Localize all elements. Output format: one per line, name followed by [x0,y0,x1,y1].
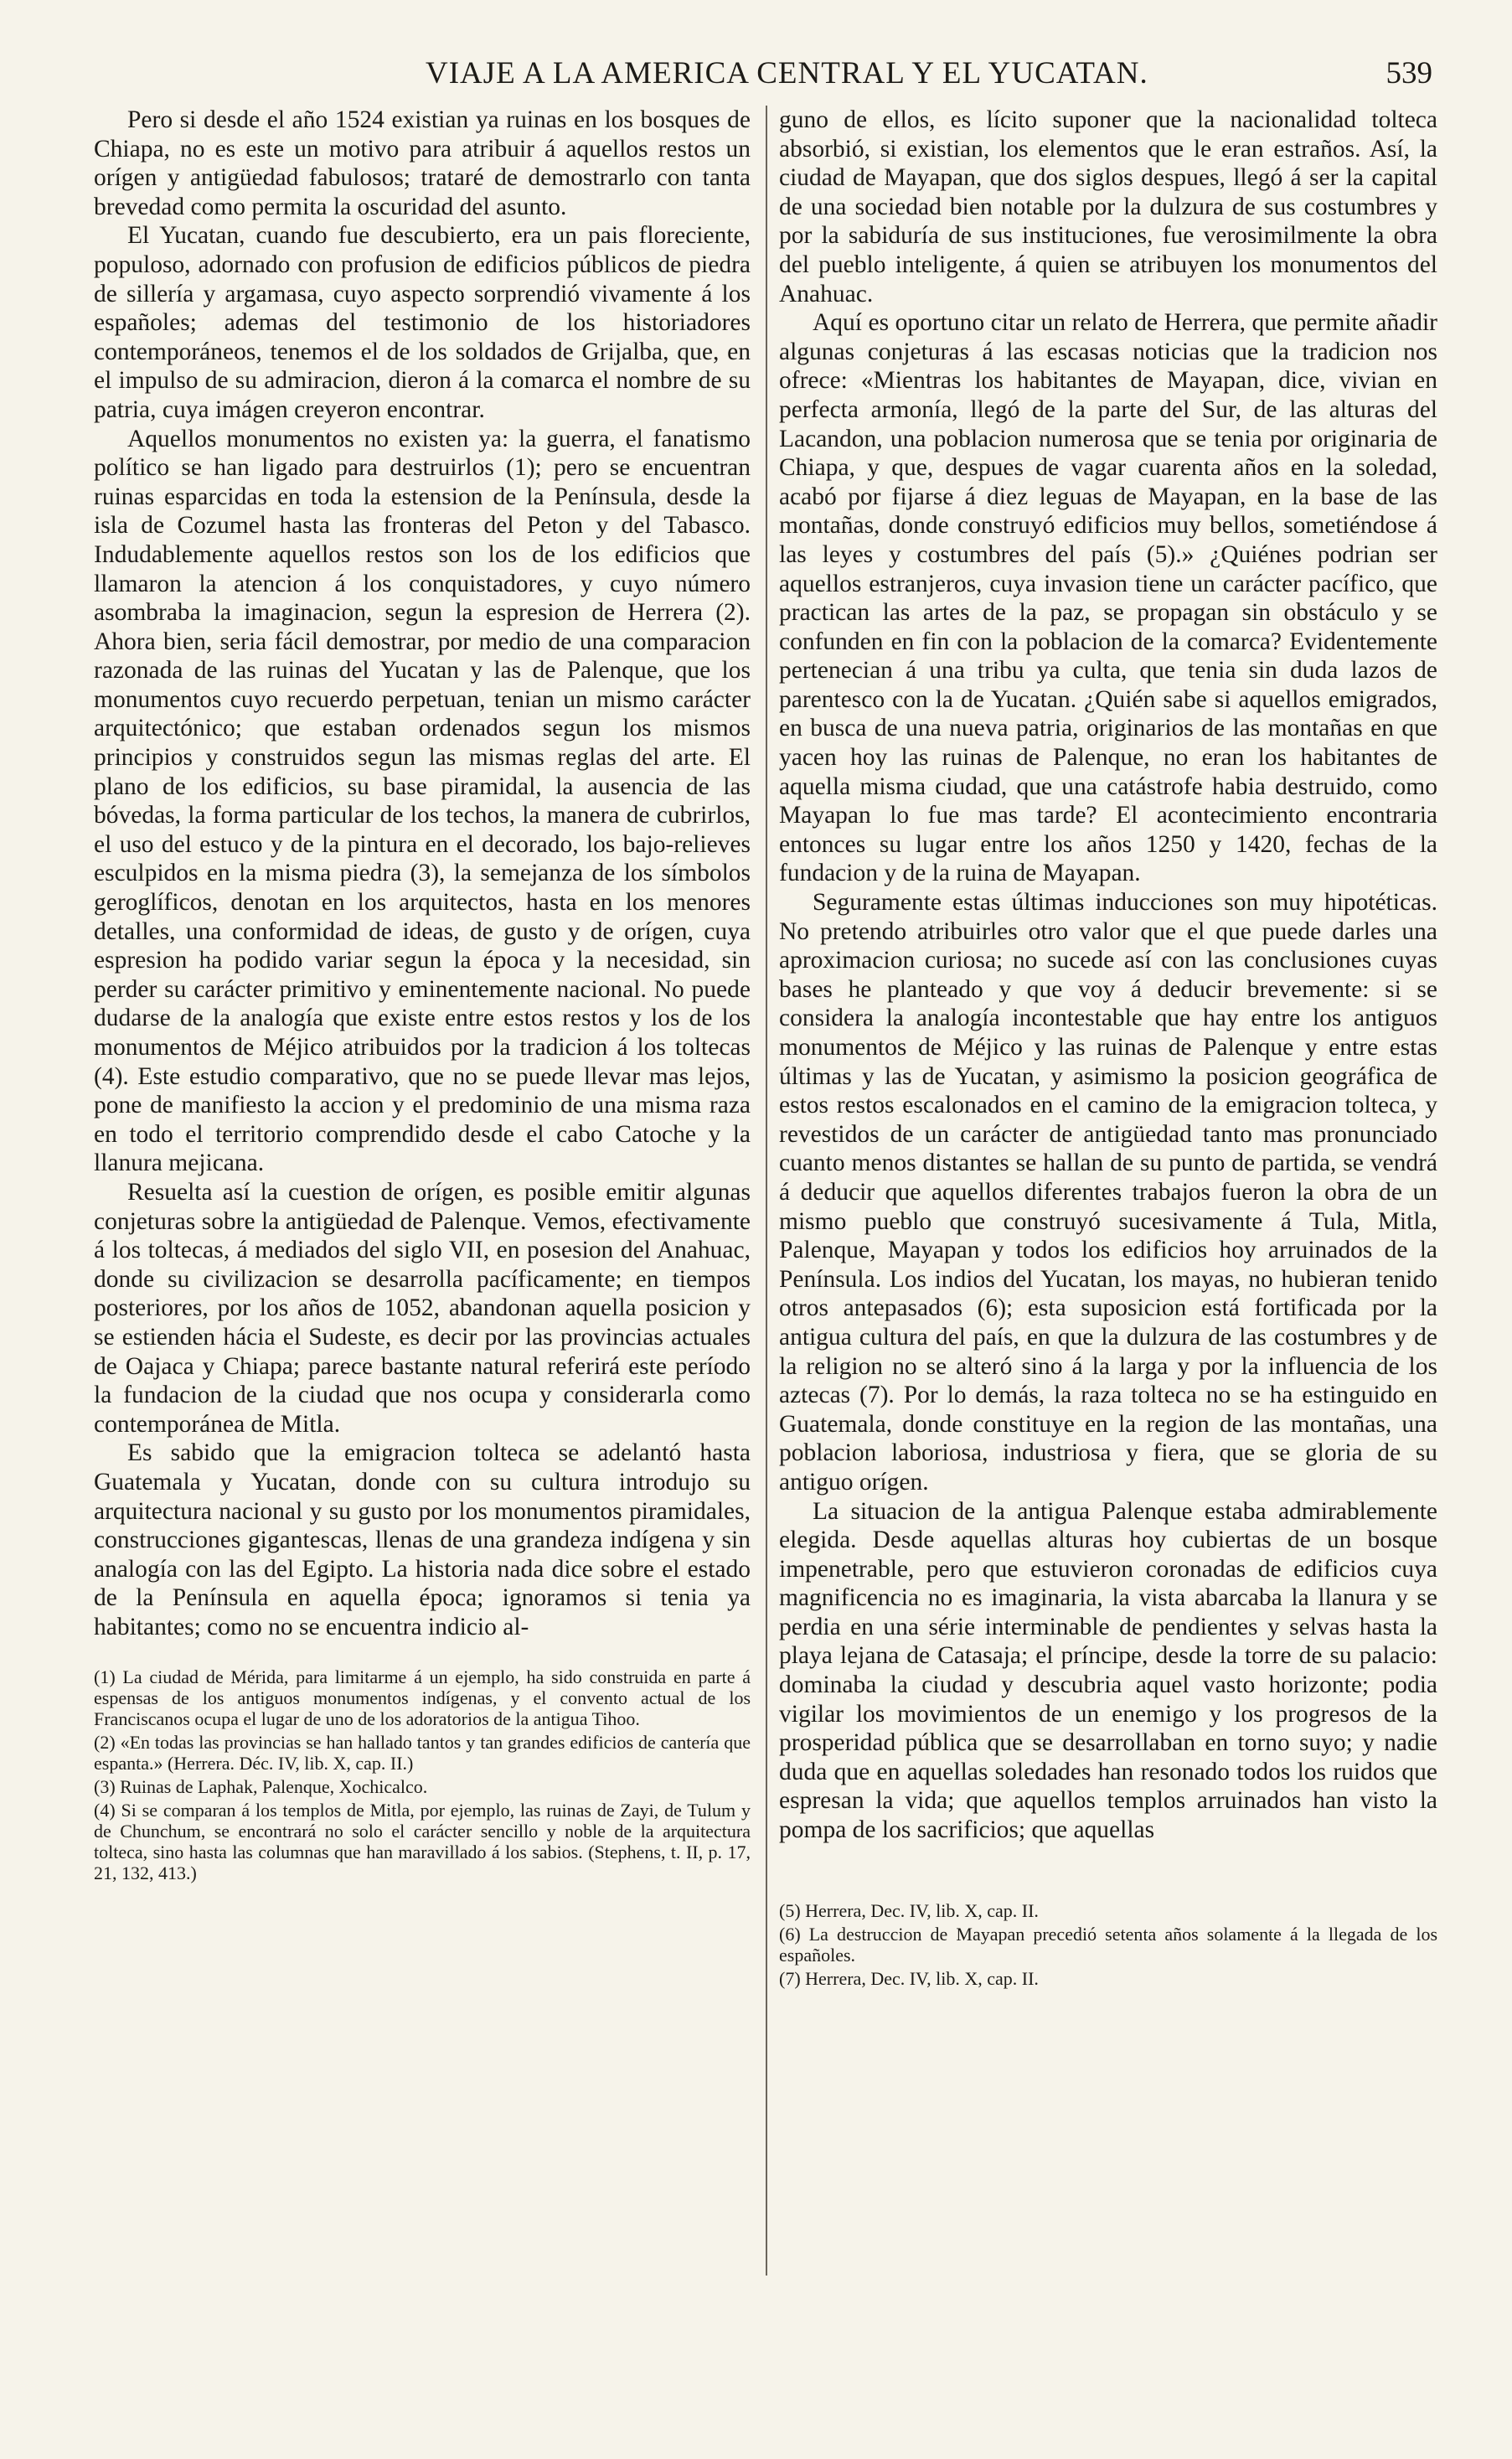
column-divider [766,106,767,2276]
left-column [94,106,751,1886]
paragraph: Aquellos monumentos no existen ya: la guerra, el fanatismo político se han ligado para destruirlos (1); pero se encuentran ruinas esparcidas en toda la estension de la Península, desde la isla de Cozumel hasta las fronteras del Peton y del Tabasco. Indudablemente aquellos restos son los de los edificios que llamaron la atencion á los conquistadores, y cuyo número asombraba la imaginacion, segun la espresion de Herrera (2). Ahora bien, seria fácil demostrar, por medio de una comparacion razonada de las ruinas del Yucatan y las de Palenque, que los monumentos cuyo recuerdo perpetuan, tenian un mismo carácter arquitectónico; que estaban ordenados segun los mismos principios y construidos segun las mismas reglas del arte. El plano de los edificios, su base piramidal, la ausencia de las bóvedas, la forma particular de los techos, la manera de cubrirlos, el uso del estuco y de la pintura en el decorado, los bajo-relieves esculpidos en la misma piedra (3), la semejanza de los símbolos geroglíficos, denotan en los arquitectos, hasta en los menores detalles, una conformidad de ideas, de gusto y de orígen, cuya espresion ha podido variar segun la época y la necesidad, sin perder su carácter primitivo y eminentemente nacional. No puede dudarse de la analogía que existe entre estos restos y los de los monumentos de Méjico atribuidos por la tradicion á los toltecas (4). Este estudio comparativo, que no se puede llevar mas lejos, pone de manifiesto la accion y el predominio de una misma raza en todo el territorio comprendido desde el cabo Catoche y la llanura mejicana. [94,425,751,1177]
paragraph: El Yucatan, cuando fue descubierto, era un pais floreciente, populoso, adornado con profusion de edificios públicos de piedra de sillería y argamasa, cuyo aspecto sorprendió vivamente á los españoles; ademas del testimonio de los historiadores contemporáneos, tenemos el de los soldados de Grijalba, que, en el impulso de su admiracion, dieron á la comarca el nombre de su patria, cuya imágen creyeron encontrar. [94,222,751,423]
footnote: (3) Ruinas de Laphak, Palenque, Xochicalco. [94,1776,428,1798]
footnote: (2) «En todas las provincias se han hallado tantos y tan grandes edificios de cantería que espanta.» (Herrera. Déc. IV, lib. X, cap. II.) [94,1732,751,1775]
page-number: 539 [1386,56,1432,90]
footnote: (7) Herrera, Dec. IV, lib. X, cap. II. [779,1967,1039,1989]
right-column [779,106,1437,1991]
paragraph: Pero si desde el año 1524 existian ya ruinas en los bosques de Chiapa, no es este un motivo para atribuir á aquellos restos un orígen y antigüedad fabulosos; trataré de demostrarlo con tanta brevedad como permita la oscuridad del asunto. [94,106,751,220]
running-title: VIAJE A LA AMERICA CENTRAL Y EL YUCATAN. [426,56,1148,90]
footnote: (1) La ciudad de Mérida, para limitarme á un ejemplo, ha sido construida en parte á espensas de los antiguos monumentos indígenas, y el convento actual de los Franciscanos ocupa el lugar de uno de los adoratorios de la antigua Tihoo. [94,1666,751,1730]
page-header [0,55,1512,106]
footnotes-right [779,1900,1437,1989]
footnote: (4) Si se comparan á los templos de Mitla, por ejemplo, las ruinas de Zayi, de Tulum y de Chunchum, se encontrará no solo el carácter sencillo y noble de la arquitectura tolteca, sino hasta las columnas que han maravillado á los sabios. (Stephens, t. II, p. 17, 21, 132, 413.) [94,1800,751,1884]
paragraph: La situacion de la antigua Palenque estaba admirablemente elegida. Desde aquellas alturas hoy cubiertas de un bosque impenetrable, pero que estuvieron coronadas de edificios cuya magnificencia no es imaginaria, la vista abarcaba la llanura y se perdia en una série interminable de pendientes y selvas hasta la playa lejana de Catasaja; el príncipe, desde la torre de su palacio: dominaba la ciudad y descubria aquel vasto horizonte; podia vigilar los movimientos de un enemigo y los progresos de la prosperidad pública que se desarrollaban en torno suyo; y nadie duda que en aquellas soledades han resonado todos los ruidos que espresan la vida; que aquellos templos arruinados han visto la pompa de los sacrificios; que aquellas [779,1497,1437,1844]
footnote: (5) Herrera, Dec. IV, lib. X, cap. II. [779,1899,1039,1921]
paragraph: guno de ellos, es lícito suponer que la nacionalidad tolteca absorbió, si existian, los elementos que le eran estraños. Así, la ciudad de Mayapan, que dos siglos despues, llegó á ser la capital de una sociedad bien notable por la dulzura de sus costumbres y por la sabiduría de sus instituciones, fue verosimilmente la obra del pueblo inteligente, á quien se atribuyen los monumentos del Anahuac. [779,106,1437,307]
paragraph: Aquí es oportuno citar un relato de Herrera, que permite añadir algunas conjeturas á las escasas noticias que la tradicion nos ofrece: «Mientras los habitantes de Mayapan, dice, vivian en perfecta armonía, llegó de la parte del Sur, de las alturas del Lacandon, una poblacion numerosa que se tenia por originaria de Chiapa, y que, despues de vagar cuarenta años en la soledad, acabó por fijarse á diez leguas de Mayapan, en la base de las montañas, donde construyó edificios muy bellos, sometiéndose á las leyes y costumbres del país (5).» ¿Quiénes podrian ser aquellos estranjeros, cuya invasion tiene un carácter pacífico, que practican las artes de la paz, se propagan sin obstáculo y se confunden en fin con la poblacion de la comarca? Evidentemente pertenecian á una tribu ya culta, que tenia sin duda lazos de parentesco con la de Yucatan. ¿Quién sabe si aquellos emigrados, en busca de una nueva patria, originarios de las montañas en que yacen hoy las ruinas de Palenque, no eran los habitantes de aquella misma ciudad, que una catástrofe habia destruido, como Mayapan lo fue mas tarde? El acontecimiento encontraria entonces su lugar entre los años 1250 y 1420, fechas de la fundacion y de la ruina de Mayapan. [779,309,1437,887]
paragraph: Seguramente estas últimas inducciones son muy hipotéticas. No pretendo atribuirles otro valor que el que puede darles una aproximacion curiosa; no sucede así con las conclusiones cuyas bases he planteado y que voy á deducir brevemente: si se considera la analogía incontestable que hay entre los antiguos monumentos de Méjico y las ruinas de Palenque y entre estas últimas y las de Yucatan, y asimismo la posicion geográfica de estos restos escalonados en el camino de la emigracion tolteca, y revestidos de un carácter de antigüedad tanto mas pronunciado cuanto menos distantes se hallan de su punto de partida, se vendrá á deducir que aquellos diferentes trabajos fueron la obra de un mismo pueblo que construyó sucesivamente á Tula, Mitla, Palenque, Mayapan y todos los edificios hoy arruinados de la Península. Los indios del Yucatan, los mayas, no hubieran tenido otros antepasados (6); esta suposicion está fortificada por la antigua cultura del país, en que la dulzura de las costumbres y de la religion no se alteró sino á la larga y por la influencia de los aztecas (7). Por lo demás, la raza tolteca no se ha estinguido en Guatemala, donde constituye en la region de las montañas, una poblacion laboriosa, industriosa y fiera, que se gloria de su antiguo orígen. [779,889,1437,1496]
footnote: (6) La destruccion de Mayapan precedió setenta años solamente á la llegada de los españoles. [779,1923,1437,1966]
paragraph: Es sabido que la emigracion tolteca se adelantó hasta Guatemala y Yucatan, donde con su cultura introdujo su arquitectura nacional y su gusto por los monumentos piramidales, construcciones gigantescas, llenas de una grandeza indígena y sin analogía con las del Egipto. La historia nada dice sobre el estado de la Península en aquella época; ignoramos si tenia ya habitantes; como no se encuentra indicio al- [94,1439,751,1640]
paragraph: Resuelta así la cuestion de orígen, es posible emitir algunas conjeturas sobre la antigüedad de Palenque. Vemos, efectivamente á los toltecas, á mediados del siglo VII, en posesion del Anahuac, donde su civilizacion se desarrolla pacíficamente; en tiempos posteriores, por los años de 1052, abandonan aquella posicion y se estienden hácia el Sudeste, es decir por las provincias actuales de Oajaca y Chiapa; parece bastante natural referirá este período la fundacion de la ciudad que nos ocupa y considerarla como contemporánea de Mitla. [94,1178,751,1438]
footnotes-left [94,1666,751,1883]
